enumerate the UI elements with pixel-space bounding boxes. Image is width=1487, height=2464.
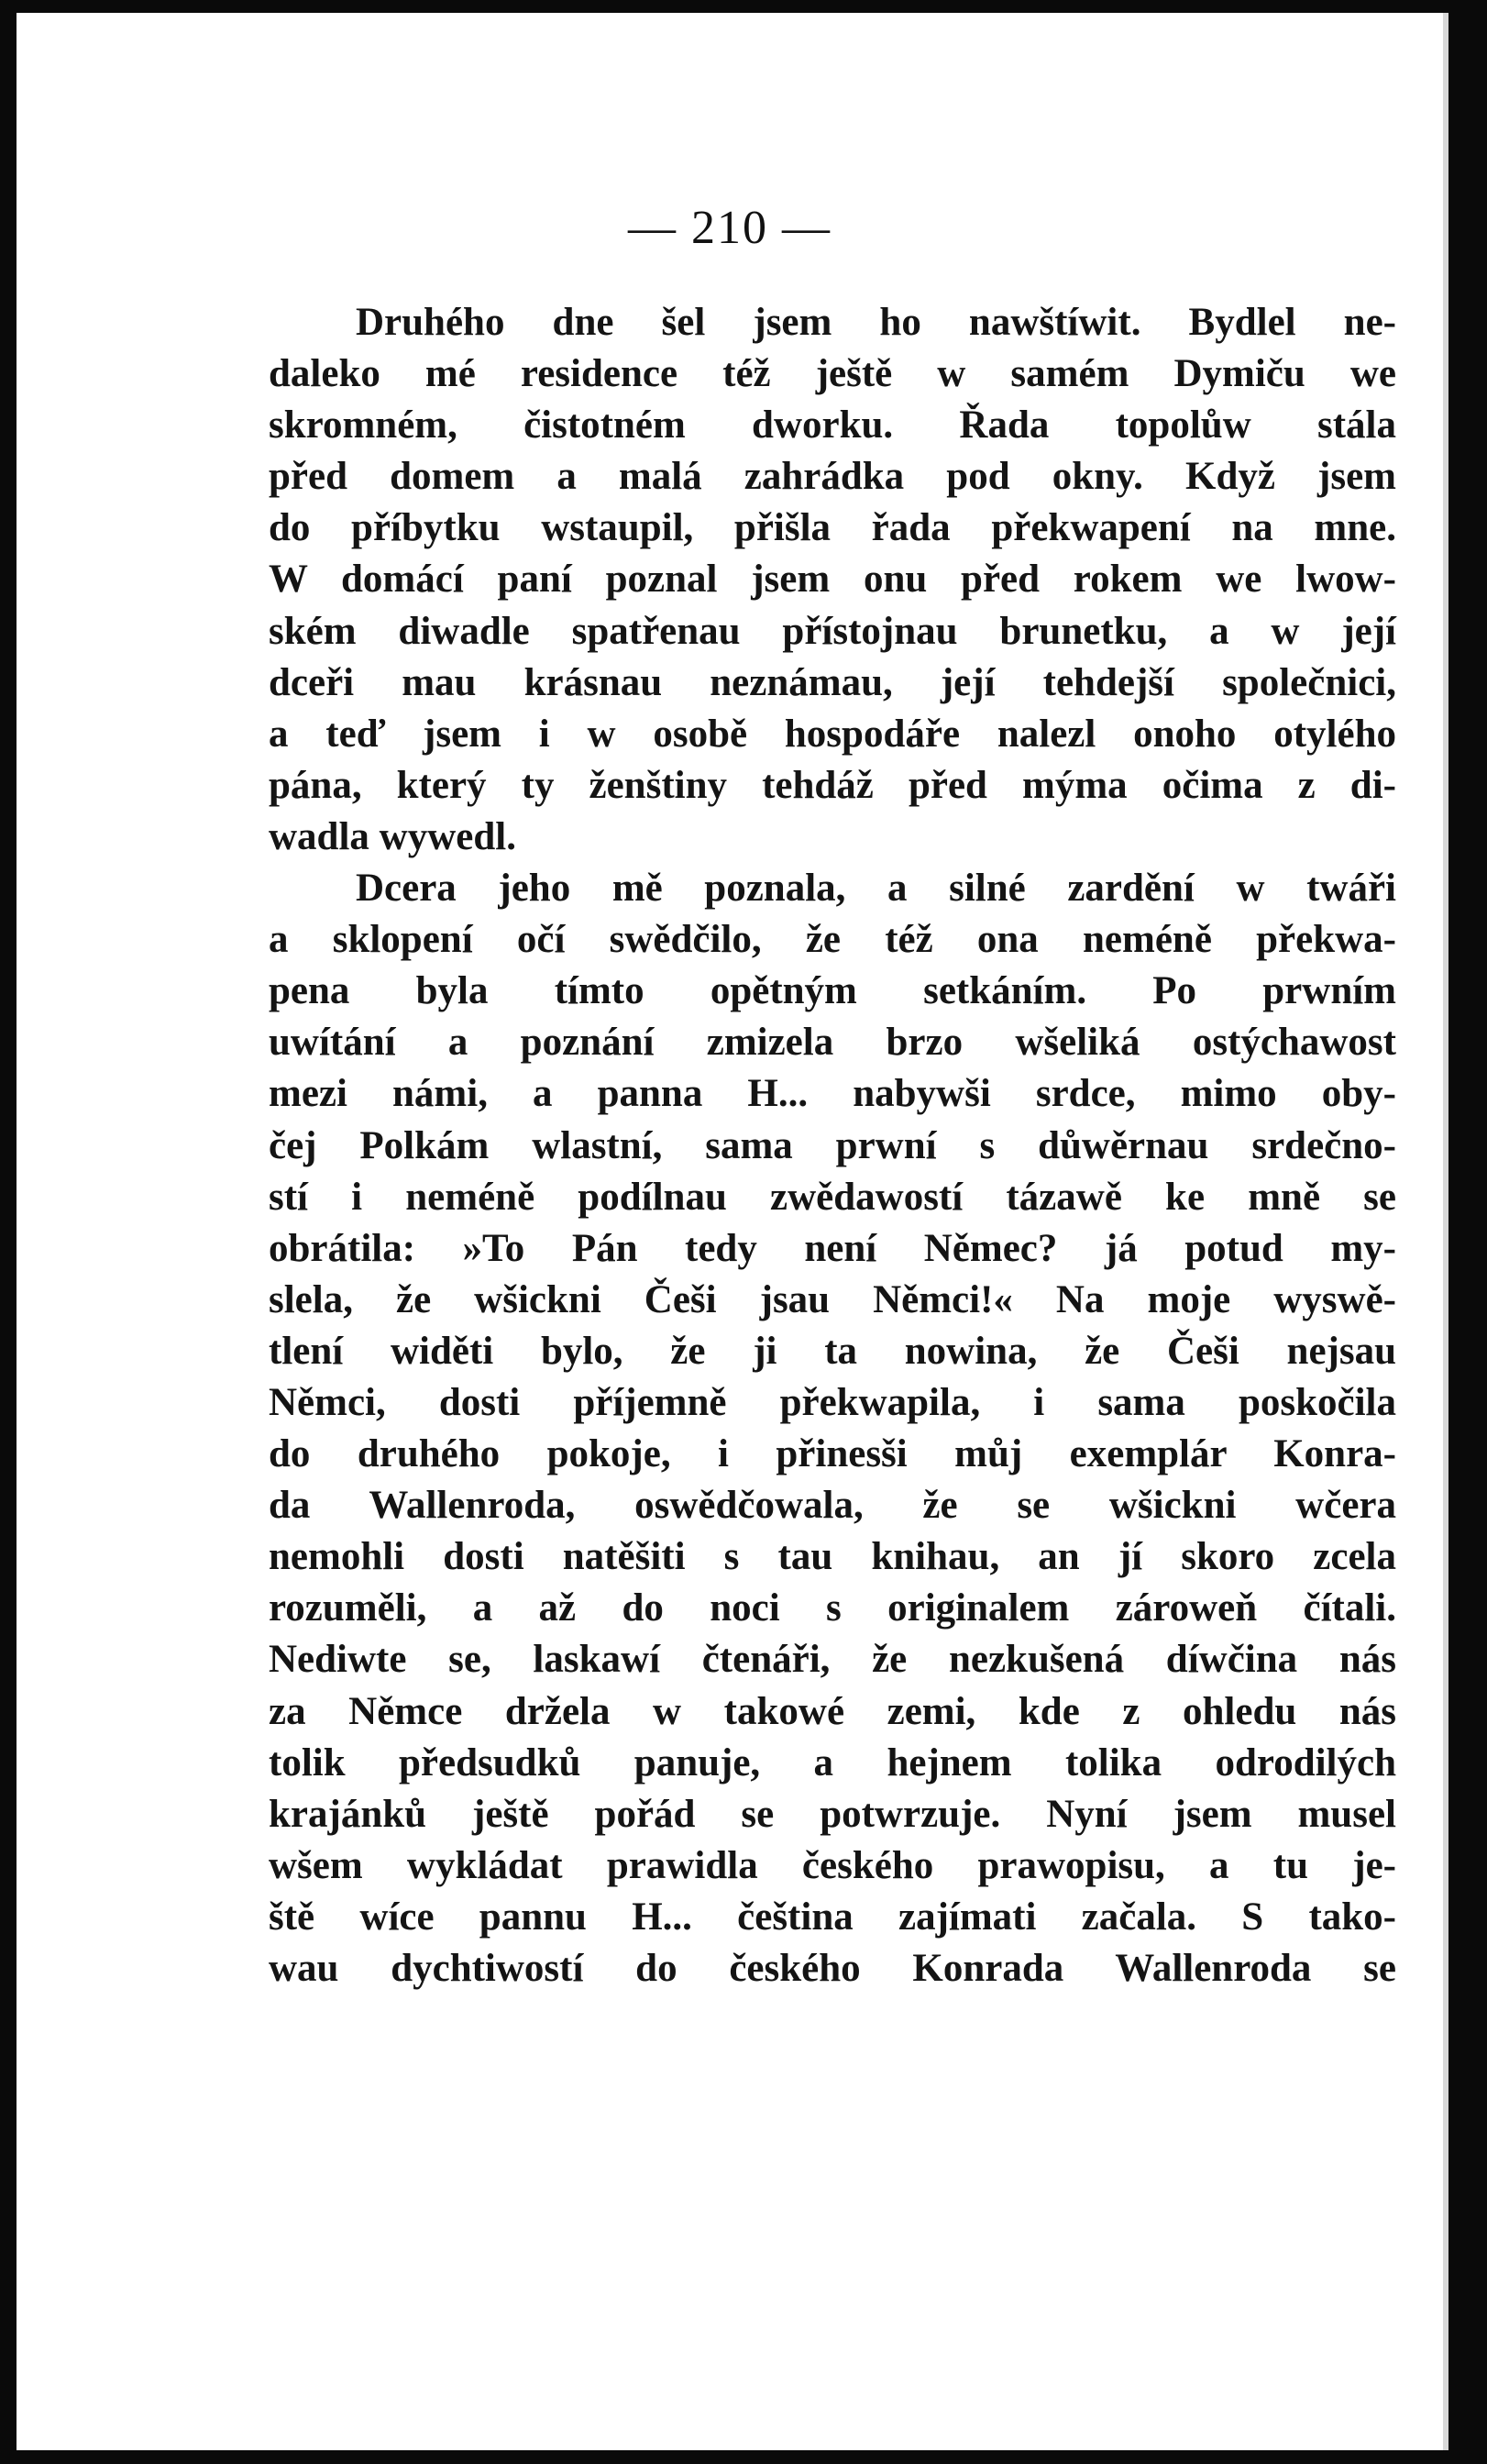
- text-line: dceři mau krásnau neznámau, její tehdejší společnici,: [269, 660, 1396, 704]
- text-line: uwítání a poznání zmizela brzo wšeliká ostýchawost: [269, 1021, 1396, 1065]
- text-line: pena byla tímto opětným setkáním. Po prwním: [269, 969, 1396, 1013]
- text-line: da Wallenroda, oswědčowala, že se wšickni wčera: [269, 1484, 1396, 1528]
- text-line: nemohli dosti natěšiti s tau knihau, an jí skoro zcela: [269, 1535, 1396, 1579]
- text-line: rozuměli, a až do noci s originalem zároweň čítali.: [269, 1586, 1396, 1630]
- text-line: do druhého pokoje, i přinesši můj exemplár Konra-: [269, 1432, 1396, 1476]
- text-line: a teď jsem i w osobě hospodáře nalezl onoho otylého: [269, 712, 1396, 756]
- text-line: do příbytku wstaupil, přišla řada překwapení na mne.: [269, 506, 1396, 550]
- text-line: krajánků ještě pořád se potwrzuje. Nyní jsem musel: [269, 1792, 1396, 1836]
- text-line: ště wíce pannu H... čeština zajímati začala. S tako-: [269, 1895, 1396, 1939]
- text-line: slela, že wšickni Češi jsau Němci!« Na moje wyswě-: [269, 1277, 1396, 1321]
- text-line: a sklopení očí swědčilo, že též ona neméně překwa-: [269, 918, 1396, 962]
- body-text: [269, 297, 1396, 1994]
- text-line: W domácí paní poznal jsem onu před rokem we lwow-: [269, 558, 1396, 602]
- text-line: stí i neméně podílnau zwědawostí tázawě ke mně se: [269, 1175, 1396, 1219]
- text-line: před domem a malá zahrádka pod okny. Když jsem: [269, 455, 1396, 499]
- text-line: wadla wywedl.: [269, 814, 516, 858]
- text-line: Druhého dne šel jsem ho nawštíwit. Bydlel ne-: [356, 301, 1396, 344]
- text-line: skromném, čistotném dworku. Řada topolůw stála: [269, 403, 1396, 447]
- page-number: — 210 —: [628, 202, 832, 254]
- text-line: Němci, dosti příjemně překwapila, i sama poskočila: [269, 1380, 1396, 1424]
- text-line: wau dychtiwostí do českého Konrada Wallenroda se: [269, 1947, 1396, 1990]
- text-line: Nediwte se, laskawí čtenáři, že nezkušená díwčina nás: [269, 1638, 1396, 1682]
- text-line: čej Polkám wlastní, sama prwní s důwěrnau srdečno-: [269, 1123, 1396, 1167]
- text-line: za Němce držela w takowé zemi, kde z ohledu nás: [269, 1689, 1396, 1733]
- text-line: tlení widěti bylo, že ji ta nowina, že Češi nejsau: [269, 1329, 1396, 1373]
- text-line: pána, který ty ženštiny tehdáž před mýma očima z di-: [269, 763, 1396, 807]
- text-line: ském diwadle spatřenau přístojnau brunetku, a w její: [269, 609, 1396, 653]
- text-line: daleko mé residence též ještě w samém Dymiču we: [269, 352, 1396, 396]
- text-line: Dcera jeho mě poznala, a silné zardění w twáři: [356, 867, 1396, 911]
- text-line: tolik předsudků panuje, a hejnem tolika odrodilých: [269, 1740, 1396, 1784]
- text-line: obrátila: »To Pán tedy není Němec? já potud my-: [269, 1226, 1396, 1270]
- text-line: mezi námi, a panna H... nabywši srdce, mimo oby-: [269, 1072, 1396, 1116]
- text-line: wšem wykládat prawidla českého prawopisu, a tu je-: [269, 1843, 1396, 1887]
- book-page: [17, 13, 1448, 2450]
